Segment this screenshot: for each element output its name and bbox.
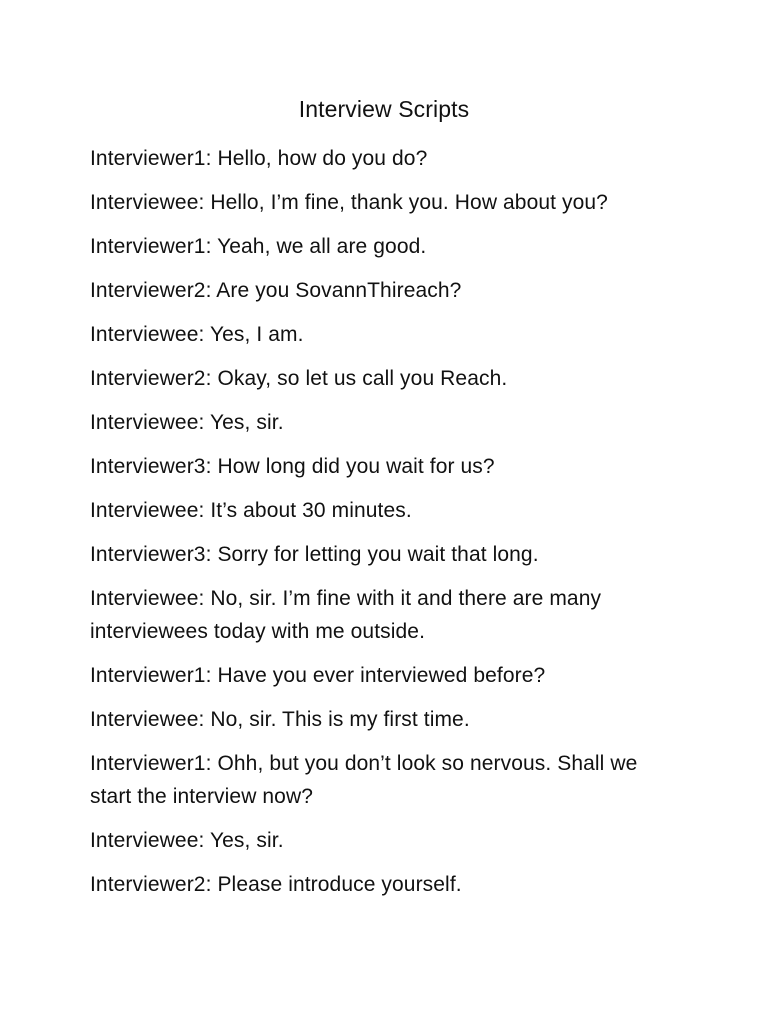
script-line: Interviewer1: Have you ever interviewed before? — [90, 664, 546, 687]
script-line: Interviewer1: Hello, how do you do? — [90, 147, 428, 170]
page-title: Interview Scripts — [298, 96, 470, 122]
script-line: Interviewer2: Please introduce yourself. — [90, 873, 462, 896]
script-line: Interviewee: It’s about 30 minutes. — [90, 499, 412, 522]
script-line: Interviewer2: Okay, so let us call you Reach. — [90, 367, 508, 390]
script-line: Interviewee: Hello, I’m fine, thank you. How about you? — [90, 191, 608, 214]
script-line: Interviewee: No, sir. I’m fine with it and there are many interviewees today with me outside. — [90, 587, 602, 643]
script-line: Interviewer1: Ohh, but you don’t look so nervous. Shall we start the interview now? — [90, 752, 638, 808]
script-line: Interviewer2: Are you SovannThireach? — [90, 279, 462, 302]
script-line: Interviewer3: How long did you wait for us? — [90, 455, 495, 478]
script-lines — [90, 142, 680, 912]
script-line: Interviewer1: Yeah, we all are good. — [90, 235, 427, 258]
script-line: Interviewee: Yes, sir. — [90, 829, 284, 852]
script-line: Interviewee: No, sir. This is my first time. — [90, 708, 470, 731]
script-line: Interviewee: Yes, I am. — [90, 323, 304, 346]
script-line: Interviewer3: Sorry for letting you wait that long. — [90, 543, 539, 566]
script-line: Interviewee: Yes, sir. — [90, 411, 284, 434]
